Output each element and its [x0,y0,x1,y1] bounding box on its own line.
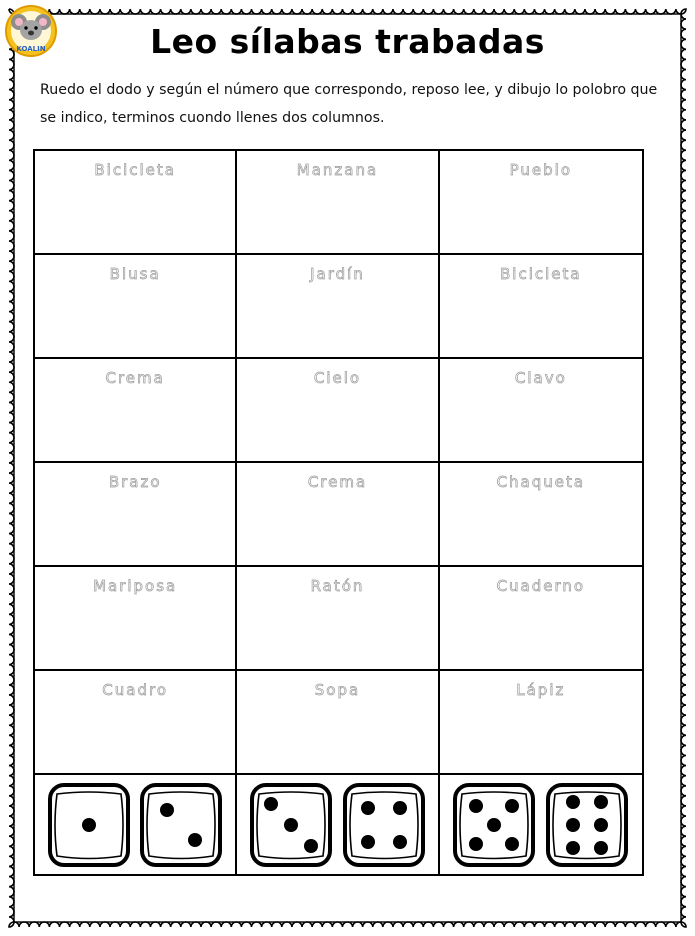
word-cell[interactable] [440,671,642,775]
die-pip [304,839,318,853]
word-cell[interactable] [35,463,237,567]
die-icon [342,782,426,868]
word-cell[interactable] [237,359,439,463]
die-face [345,785,423,865]
die-pip [594,818,608,832]
die-face [142,785,220,865]
word-cell[interactable] [35,151,237,255]
trace-word: Jardín [310,265,365,283]
word-grid [33,149,644,876]
trace-word: Chaqueta [496,473,586,491]
word-cell[interactable] [237,567,439,671]
word-cell[interactable] [237,151,439,255]
die-pip [393,835,407,849]
die-pip [566,841,580,855]
trace-word: Sopa [314,681,361,699]
die-pip [393,801,407,815]
die-pip [469,837,483,851]
word-cell[interactable] [440,151,642,255]
instructions-text: Ruedo el dodo y según el número que correspondo, reposo lee, y dibujo lo polobro que se indico, terminos cuondo llenes dos columnos. [40,82,658,126]
trace-word: Cielo [313,369,362,387]
page-title: Leo sílabas trabadas [150,22,545,61]
trace-word: Pueblo [509,161,573,179]
die-pip [566,818,580,832]
trace-word: Manzana [296,161,379,179]
die-pip [361,835,375,849]
die-pip [487,818,501,832]
word-cell[interactable] [440,255,642,359]
trace-word: Crema [105,369,165,387]
word-cell[interactable] [35,359,237,463]
word-cell[interactable] [440,463,642,567]
word-cell[interactable] [35,567,237,671]
die-face [548,785,626,865]
trace-word: Lápiz [516,681,566,699]
word-cell[interactable] [237,463,439,567]
trace-word: Mariposa [93,577,178,595]
dice-cell [440,775,642,874]
die-icon [452,782,536,868]
word-cell[interactable] [440,567,642,671]
trace-word: Ratón [310,577,365,595]
die-pip [566,795,580,809]
trace-word: Bicicleta [500,265,582,283]
word-cell[interactable] [237,255,439,359]
die-pip [188,833,202,847]
die-pip [361,801,375,815]
die-pip [469,799,483,813]
trace-word: Blusa [109,265,161,283]
die-pip [284,818,298,832]
trace-word: Cuaderno [496,577,586,595]
dice-cell [35,775,237,874]
die-pip [505,799,519,813]
die-pip [82,818,96,832]
trace-word: Crema [307,473,368,491]
die-icon [545,782,629,868]
word-cell[interactable] [237,671,439,775]
logo-text: KOALIN [16,45,46,53]
trace-word: Brazo [108,473,162,491]
word-cell[interactable] [35,255,237,359]
die-pip [594,841,608,855]
die-pip [160,803,174,817]
die-pip [505,837,519,851]
dice-cell [237,775,439,874]
trace-word: Cuadro [102,681,169,699]
die-pip [594,795,608,809]
die-icon [47,782,131,868]
word-cell[interactable] [440,359,642,463]
word-cell[interactable] [35,671,237,775]
die-icon [249,782,333,868]
die-icon [139,782,223,868]
trace-word: Bicicleta [94,161,176,179]
die-pip [264,797,278,811]
trace-word: Clavo [514,369,567,387]
